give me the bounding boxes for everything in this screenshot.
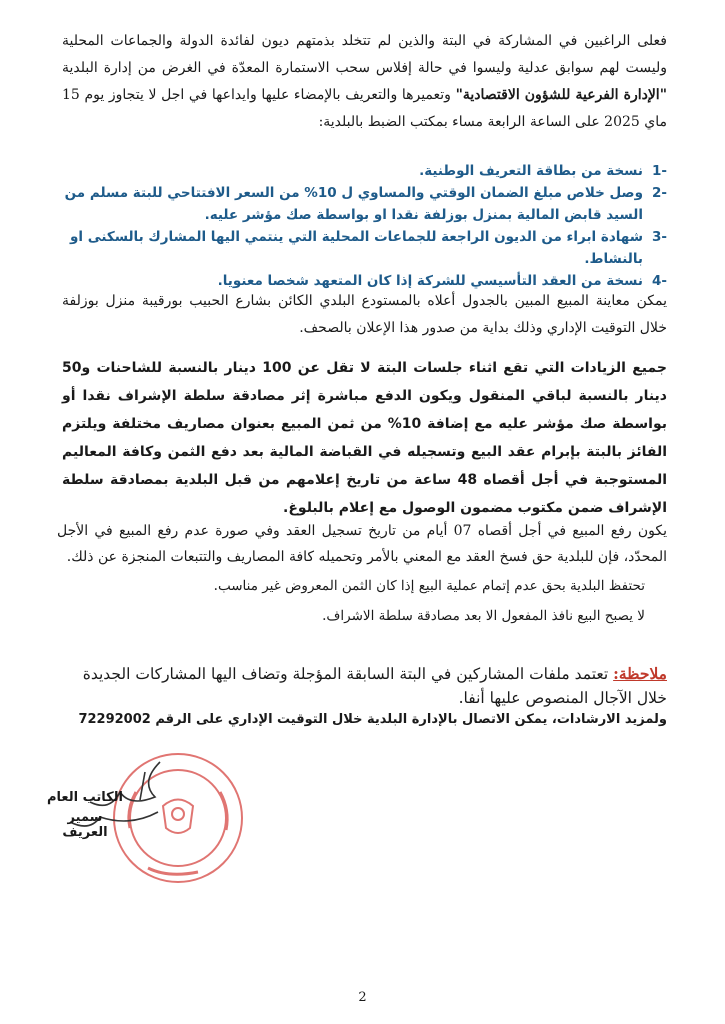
intro-text-part3: وتعميرها والتعريف بالإمضاء عليها وايداعها في اجل لا يتجاوز يوم 15 ماي 2025 على الساعة الرابعة مساء بمكتب الضبط بالبلدية: xyxy=(62,87,667,130)
bids-paragraph: جميع الزيادات التي تقع اثناء جلسات البتة لا تقل عن 100 دينار بالنسبة للشاحنات و50 دينار بالنسبة لباقي المنقول ويكون الدفع مباشرة إثر مصادقة سلطة الإشراف نقدا أو بواسطة صك مؤشر عليه مع إضافة 10% من ثمن المبيع بعنوان مصاريف مختلفة ويلتزم الفائز بالبتة بإبرام عقد البيع وتسجيله في القباضة المالية بعد دفع الثمن وكافة المعاليم المستوجبة في أجل أقصاه 48 ساعة من تاريخ إعلامهم من قبل البلدية بمصادقة سلطة الإشراف ضمن مكتوب مضمون الوصول مع إعلام بالبلوغ. xyxy=(62,360,668,516)
contact-line: ولمزيد الارشادات، يمكن الاتصال بالإدارة البلدية خلال التوقيت الإداري على الرقم 72292002 xyxy=(78,712,667,727)
signatory-title: الكاتب العام xyxy=(46,790,124,805)
final-line: لا يصبح البيع نافذ المفعول الا بعد مصادقة سلطة الاشراف. xyxy=(322,608,645,624)
document-item-number: -3 xyxy=(651,229,667,245)
reserve-line: تحتفظ البلدية بحق عدم إتمام عملية البيع إذا كان الثمن المعروض غير مناسب. xyxy=(213,578,645,594)
signatory-name: سمير العريف xyxy=(62,810,108,840)
document-item xyxy=(57,182,667,226)
intro-text-part1: فعلى الراغبين في المشاركة في البتة والذين لم تتخلد بذمتهم ديون لفائدة الدولة والجماعات المحلية وليست لهم سوابق عدلية وليسوا في حالة إفلاس سحب الاستمارة المعدّة في الغرض من إدارة البلدية xyxy=(62,33,668,76)
document-item xyxy=(57,226,667,270)
document-item xyxy=(57,160,667,182)
intro-paragraph xyxy=(62,28,667,136)
intro-department-name: "الإدارة الفرعية للشؤون الاقتصادية" xyxy=(455,87,667,103)
document-item-number: -4 xyxy=(651,273,667,289)
document-item-text: شهادة ابراء من الديون الراجعة للجماعات المحلية التي ينتمي اليها المشارك بالسكنى او بالنشاط. xyxy=(70,229,643,267)
note-label: ملاحظة: xyxy=(613,664,667,683)
document-item-text: وصل خلاص مبلغ الضمان الوقتي والمساوي ل 10% من السعر الافتتاحي للبتة مسلم من السيد قابض المالية بمنزل بوزلفة نقدا او بواسطة صك مؤشر عليه. xyxy=(64,185,643,223)
visit-paragraph: يمكن معاينة المبيع المبين بالجدول أعلاه بالمستودع البلدي الكائن بشارع الحبيب بورقيبة منزل بوزلفة خلال التوقيت الإداري وذلك بداية من صدور هذا الإعلان بالصحف. xyxy=(62,293,667,336)
required-documents-list xyxy=(57,160,667,292)
document-item-text: نسخة من العقد التأسيسي للشركة إذا كان المتعهد شخصا معنويا. xyxy=(217,273,643,289)
page-number: 2 xyxy=(358,990,367,1005)
note-text: تعتمد ملفات المشاركين في البتة السابقة المؤجلة وتضاف اليها المشاركات الجديدة خلال الآجال المنصوص عليها أنفا. xyxy=(82,665,667,707)
note-paragraph xyxy=(57,662,667,710)
document-item-number: -1 xyxy=(651,163,667,179)
payment-paragraph: يكون رفع المبيع في أجل أقصاه 07 أيام من تاريخ تسجيل العقد وفي صورة عدم رفع المبيع في الأجل المحدّد، فإن للبلدية حق فسخ العقد مع المعني بالأمر وتحميله كافة المصاريف والتتبعات المنجزة عن ذلك. xyxy=(57,523,667,565)
document-item-text: نسخة من بطاقة التعريف الوطنية. xyxy=(419,163,643,179)
document-item-number: -2 xyxy=(651,185,667,201)
